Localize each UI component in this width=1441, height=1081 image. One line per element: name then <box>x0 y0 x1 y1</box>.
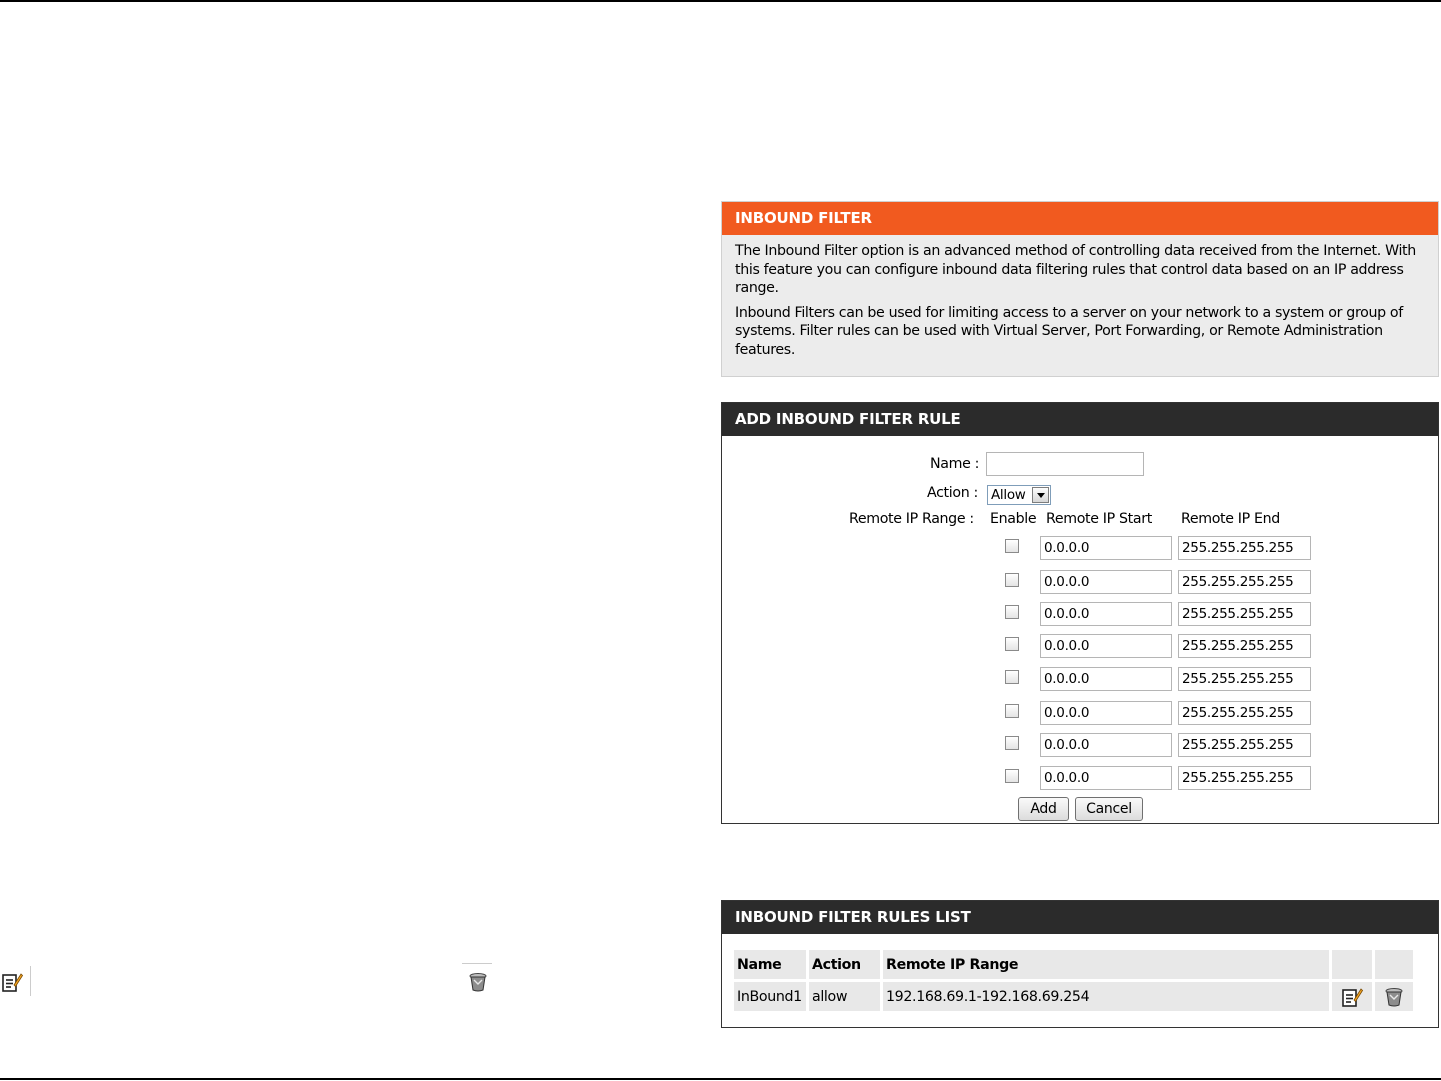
rule-action-cell: allow <box>809 982 880 1011</box>
add-inbound-filter-rule-panel <box>721 402 1439 824</box>
panel-title: INBOUND FILTER RULES LIST <box>722 901 1438 934</box>
legend-trash-icon <box>467 971 489 993</box>
trash-icon[interactable] <box>1383 989 1405 1005</box>
remote-ip-start-input[interactable] <box>1040 733 1172 757</box>
range-enable-checkbox[interactable] <box>1005 736 1019 750</box>
top-rule <box>0 0 1441 2</box>
remote-ip-start-input[interactable] <box>1040 667 1172 691</box>
remote-ip-start-input[interactable] <box>1040 570 1172 594</box>
name-input[interactable] <box>986 452 1144 476</box>
remote-ip-end-input[interactable] <box>1178 733 1311 757</box>
remote-ip-start-header: Remote IP Start <box>1046 511 1152 527</box>
name-label: Name : <box>930 456 980 472</box>
remote-ip-range-label: Remote IP Range : <box>849 511 974 527</box>
panel-title: INBOUND FILTER <box>722 202 1438 235</box>
column-header-delete <box>1375 950 1413 979</box>
range-enable-checkbox[interactable] <box>1005 637 1019 651</box>
enable-column-header: Enable <box>990 511 1037 527</box>
legend-edit-icon <box>1 971 23 993</box>
column-header-name: Name <box>734 950 806 979</box>
delete-rule-cell <box>1375 982 1413 1011</box>
remote-ip-end-input[interactable] <box>1178 634 1311 658</box>
remote-ip-end-input[interactable] <box>1178 602 1311 626</box>
info-paragraph-1: The Inbound Filter option is an advanced method of controlling data received from the Internet. With this feature you can configure inbound data filtering rules that control data based on an IP address range. <box>735 243 1416 296</box>
action-select-value: Allow <box>991 487 1026 503</box>
remote-ip-end-header: Remote IP End <box>1181 511 1280 527</box>
info-paragraph-2: Inbound Filters can be used for limiting access to a server on your network to a system or group of systems. Filter rules can be used with Virtual Server, Port Forwarding, or Remote Administration features. <box>735 304 1403 358</box>
column-header-action: Action <box>809 950 880 979</box>
rule-range-cell: 192.168.69.1-192.168.69.254 <box>883 982 1329 1011</box>
bottom-rule <box>0 1078 1441 1080</box>
rule-name-cell: InBound1 <box>734 982 806 1011</box>
remote-ip-start-input[interactable] <box>1040 701 1172 725</box>
remote-ip-end-input[interactable] <box>1178 667 1311 691</box>
edit-rule-cell <box>1332 982 1372 1011</box>
remote-ip-end-input[interactable] <box>1178 536 1311 560</box>
remote-ip-start-input[interactable] <box>1040 634 1172 658</box>
range-enable-checkbox[interactable] <box>1005 670 1019 684</box>
range-enable-checkbox[interactable] <box>1005 573 1019 587</box>
legend-icon-divider <box>30 966 31 996</box>
remote-ip-end-input[interactable] <box>1178 570 1311 594</box>
remote-ip-start-input[interactable] <box>1040 766 1172 790</box>
inbound-filter-rules-list-panel <box>721 900 1439 1028</box>
action-select[interactable] <box>987 485 1051 505</box>
edit-icon[interactable] <box>1341 989 1363 1005</box>
table-row <box>734 982 1413 1011</box>
action-label: Action : <box>927 485 978 501</box>
rules-table <box>731 947 1416 1014</box>
panel-title: ADD INBOUND FILTER RULE <box>722 403 1438 436</box>
remote-ip-end-input[interactable] <box>1178 766 1311 790</box>
column-header-edit <box>1332 950 1372 979</box>
cancel-button[interactable]: Cancel <box>1075 797 1143 821</box>
inbound-filter-info-panel <box>721 201 1439 377</box>
remote-ip-end-input[interactable] <box>1178 701 1311 725</box>
remote-ip-start-input[interactable] <box>1040 536 1172 560</box>
add-button[interactable]: Add <box>1018 797 1069 821</box>
remote-ip-start-input[interactable] <box>1040 602 1172 626</box>
range-enable-checkbox[interactable] <box>1005 539 1019 553</box>
range-enable-checkbox[interactable] <box>1005 605 1019 619</box>
range-enable-checkbox[interactable] <box>1005 769 1019 783</box>
column-header-remote-ip-range: Remote IP Range <box>883 950 1329 979</box>
table-header-row <box>734 950 1413 979</box>
range-enable-checkbox[interactable] <box>1005 704 1019 718</box>
chevron-down-icon[interactable] <box>1032 487 1049 503</box>
legend-trash-divider <box>462 963 492 964</box>
